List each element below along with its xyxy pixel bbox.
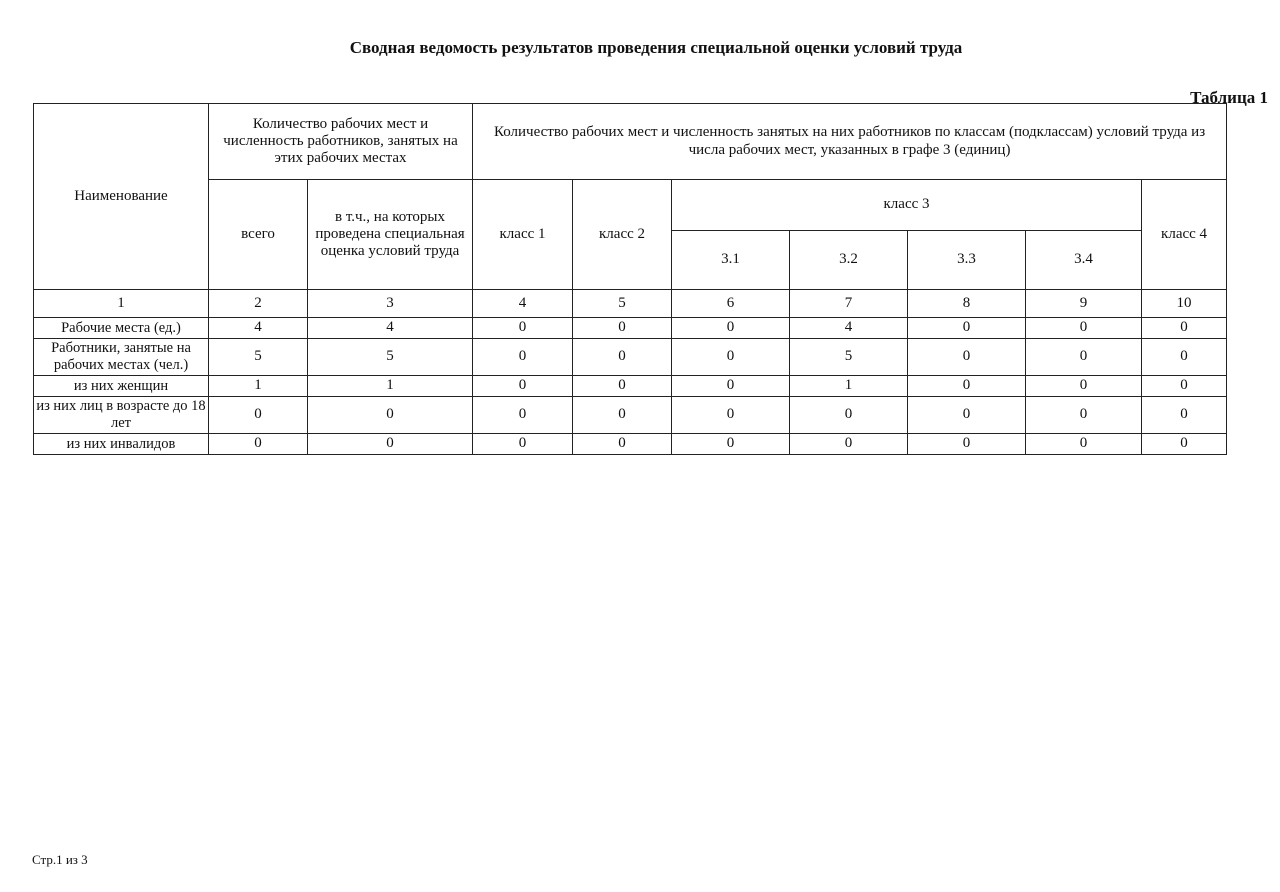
- header-classes-group: Количество рабочих мест и численность занятых на них работников по классам (подклассам) условий труда из числа рабочих мест, указанных в графе 3 (единиц): [473, 104, 1227, 180]
- cell-value: 0: [908, 318, 1026, 339]
- cell-value: 5: [790, 339, 908, 376]
- cell-value: 0: [473, 376, 573, 397]
- cell-value: 0: [308, 397, 473, 434]
- row-name: из них инвалидов: [34, 434, 209, 455]
- cell-value: 0: [1026, 397, 1142, 434]
- header-workplaces-group: Количество рабочих мест и численность работников, занятых на этих рабочих местах: [209, 104, 473, 180]
- header-assessed: в т.ч., на которых проведена специальная оценка условий труда: [308, 180, 473, 290]
- column-number: 9: [1026, 290, 1142, 318]
- cell-value: 5: [209, 339, 308, 376]
- cell-value: 0: [1026, 434, 1142, 455]
- cell-value: 1: [308, 376, 473, 397]
- column-number: 5: [573, 290, 672, 318]
- cell-value: 4: [790, 318, 908, 339]
- cell-value: 0: [1142, 339, 1227, 376]
- cell-value: 0: [908, 434, 1026, 455]
- header-name: Наименование: [34, 104, 209, 290]
- row-name: из них женщин: [34, 376, 209, 397]
- cell-value: 0: [308, 434, 473, 455]
- table-caption: Таблица 1: [1190, 88, 1268, 107]
- cell-value: 0: [209, 434, 308, 455]
- cell-value: 0: [672, 339, 790, 376]
- column-number: 10: [1142, 290, 1227, 318]
- column-number: 2: [209, 290, 308, 318]
- table-row: [34, 397, 1227, 434]
- table-row: [34, 376, 1227, 397]
- cell-value: 0: [1142, 318, 1227, 339]
- header-sub-3-4: 3.4: [1026, 231, 1142, 290]
- cell-value: 0: [1142, 434, 1227, 455]
- cell-value: 1: [209, 376, 308, 397]
- summary-table: [33, 103, 1227, 455]
- table-row: [34, 318, 1227, 339]
- header-sub-3-2: 3.2: [790, 231, 908, 290]
- cell-value: 0: [908, 376, 1026, 397]
- cell-value: 0: [1026, 339, 1142, 376]
- cell-value: 0: [473, 318, 573, 339]
- cell-value: 0: [672, 376, 790, 397]
- column-number: 3: [308, 290, 473, 318]
- column-number: 6: [672, 290, 790, 318]
- column-number-row: [34, 290, 1227, 318]
- cell-value: 5: [308, 339, 473, 376]
- cell-value: 0: [908, 397, 1026, 434]
- cell-value: 0: [473, 397, 573, 434]
- cell-value: 0: [473, 339, 573, 376]
- column-number: 8: [908, 290, 1026, 318]
- header-sub-3-3: 3.3: [908, 231, 1026, 290]
- cell-value: 4: [308, 318, 473, 339]
- header-sub-3-1: 3.1: [672, 231, 790, 290]
- row-name: Работники, занятые на рабочих местах (чел.): [34, 339, 209, 376]
- cell-value: 0: [209, 397, 308, 434]
- cell-value: 0: [573, 339, 672, 376]
- cell-value: 0: [573, 376, 672, 397]
- row-name: Рабочие места (ед.): [34, 318, 209, 339]
- column-number: 4: [473, 290, 573, 318]
- cell-value: 0: [672, 397, 790, 434]
- cell-value: 1: [790, 376, 908, 397]
- page-title: Сводная ведомость результатов проведения специальной оценки условий труда: [349, 38, 963, 57]
- table-row: [34, 434, 1227, 455]
- cell-value: 0: [790, 434, 908, 455]
- cell-value: 0: [1026, 318, 1142, 339]
- header-class4: класс 4: [1142, 180, 1227, 290]
- header-class2: класс 2: [573, 180, 672, 290]
- cell-value: 0: [672, 434, 790, 455]
- header-class1: класс 1: [473, 180, 573, 290]
- table-row: [34, 339, 1227, 376]
- cell-value: 0: [908, 339, 1026, 376]
- cell-value: 0: [573, 318, 672, 339]
- cell-value: 4: [209, 318, 308, 339]
- cell-value: 0: [672, 318, 790, 339]
- cell-value: 0: [1142, 397, 1227, 434]
- header-class3: класс 3: [672, 180, 1142, 231]
- cell-value: 0: [1142, 376, 1227, 397]
- header-total: всего: [209, 180, 308, 290]
- column-number: 1: [34, 290, 209, 318]
- column-number: 7: [790, 290, 908, 318]
- cell-value: 0: [573, 434, 672, 455]
- page-footer: Стр.1 из 3: [32, 852, 88, 867]
- cell-value: 0: [1026, 376, 1142, 397]
- cell-value: 0: [473, 434, 573, 455]
- row-name: из них лиц в возрасте до 18 лет: [34, 397, 209, 434]
- cell-value: 0: [790, 397, 908, 434]
- cell-value: 0: [573, 397, 672, 434]
